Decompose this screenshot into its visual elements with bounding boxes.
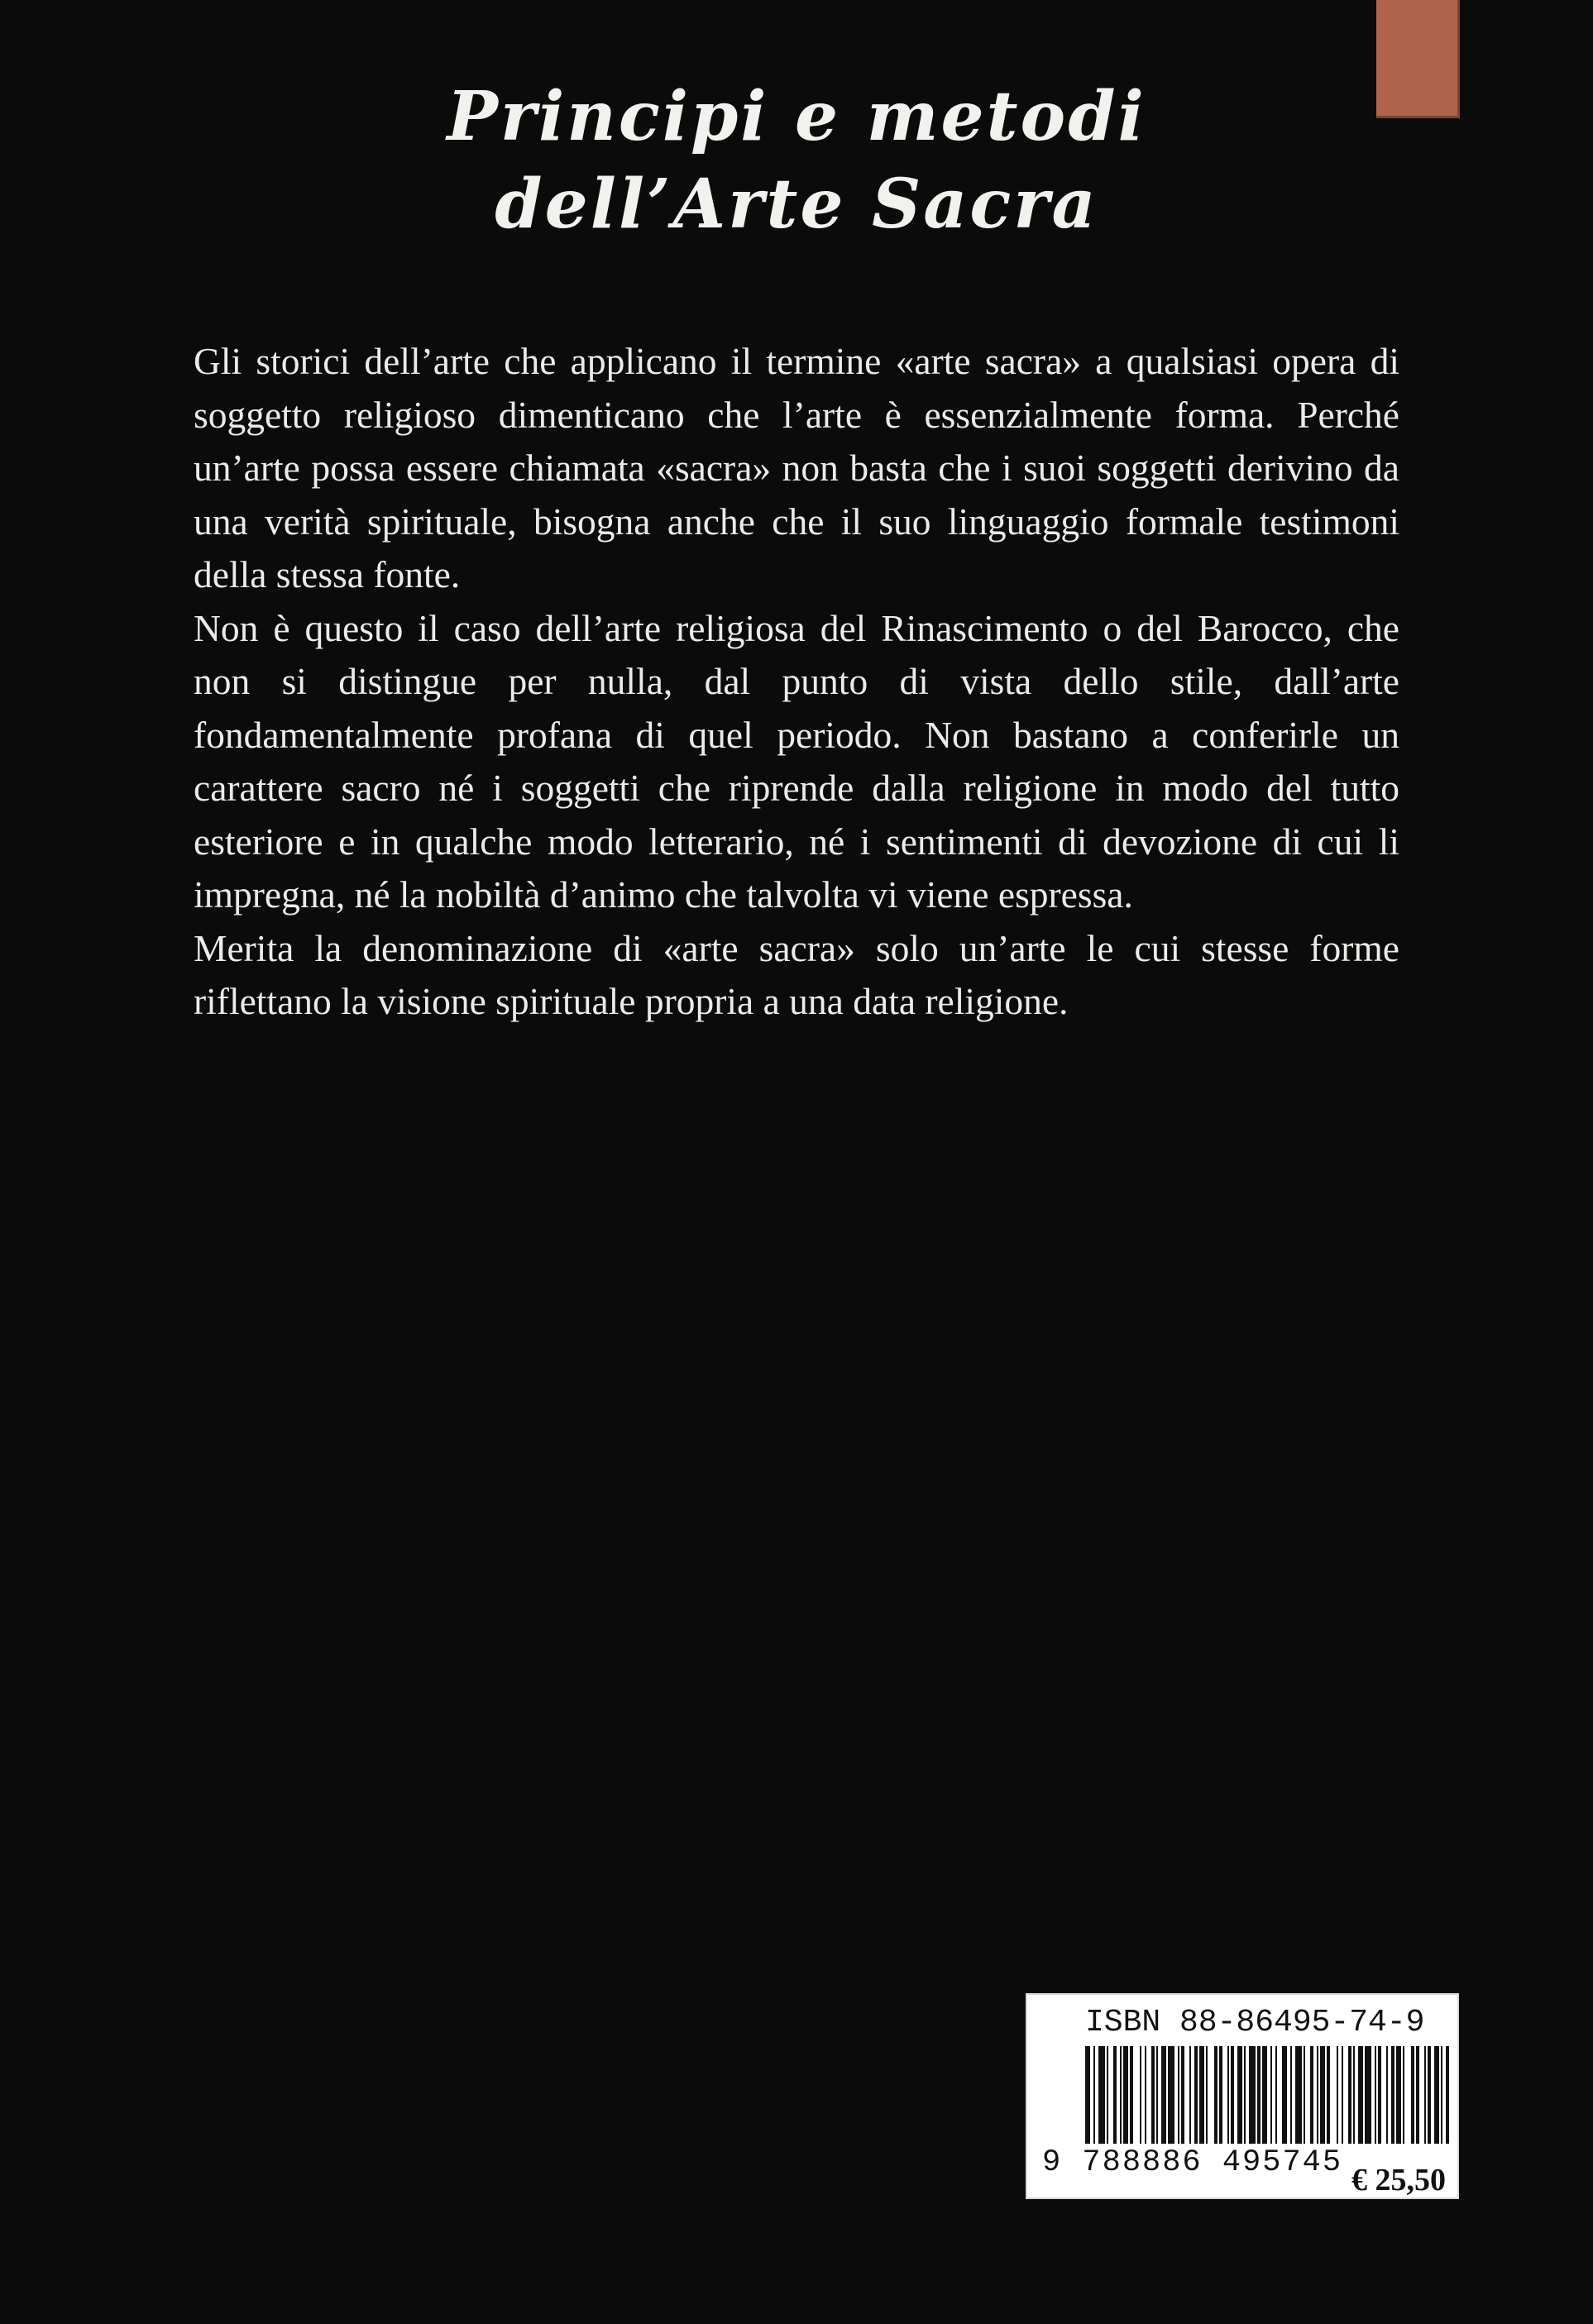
blurb-paragraph-1: Gli storici dell’arte che applicano il termine «arte sacra» a qualsiasi opera di soggetto religioso dimenticano che l’arte è essenzialmente forma. Perché un’arte possa essere chiamata «sacra» non basta che i suoi soggetti derivino da una verità spirituale, bisogna anche che il suo linguaggio formale testimoni della stessa fonte. [194, 340, 1399, 595]
barcode-bar [1434, 2046, 1439, 2144]
barcode-bar [1156, 2046, 1158, 2144]
back-cover-blurb [194, 335, 1399, 1029]
barcode-bar [1262, 2046, 1267, 2144]
barcode-bar [1375, 2046, 1376, 2144]
barcode-bar [1428, 2046, 1431, 2144]
barcode-bar [1411, 2046, 1414, 2144]
barcode-bar [1337, 2046, 1338, 2144]
barcode-bar [1249, 2046, 1256, 2144]
barcode-bar [1304, 2046, 1305, 2144]
barcode-bar [1161, 2046, 1166, 2144]
barcode-bar [1244, 2046, 1246, 2144]
barcode-bar [1214, 2046, 1217, 2144]
barcode-bar [1151, 2046, 1155, 2144]
barcode-bar [1168, 2046, 1174, 2144]
barcode-bar [1358, 2046, 1363, 2144]
title-line-2: dell’Arte Sacra [495, 165, 1098, 244]
barcode-bar [1206, 2046, 1208, 2144]
barcode-bar [1391, 2046, 1394, 2144]
ean-digits: 9 788886 495745 [1042, 2145, 1343, 2180]
barcode-bar [1310, 2046, 1313, 2144]
barcode-bar [1093, 2046, 1095, 2144]
isbn-number: ISBN 88-86495-74-9 [1085, 2005, 1425, 2040]
barcode-bar [1396, 2046, 1401, 2144]
barcode-bar [1275, 2046, 1277, 2144]
barcode-bar [1130, 2046, 1133, 2144]
barcode-bar [1403, 2046, 1404, 2144]
barcode-bar [1140, 2046, 1141, 2144]
barcode-bar [1295, 2046, 1302, 2144]
barcode-bar [1107, 2046, 1108, 2144]
barcode-bar [1282, 2046, 1287, 2144]
barcode-bar [1194, 2046, 1198, 2144]
barcode-bar [1327, 2046, 1330, 2144]
barcode-bar [1320, 2046, 1325, 2144]
barcode-bar [1085, 2046, 1090, 2144]
barcode-bar [1386, 2046, 1388, 2144]
barcode-bar [1270, 2046, 1272, 2144]
price-sticker [1376, 0, 1460, 118]
barcode-bars [1085, 2046, 1449, 2144]
barcode-bar [1219, 2046, 1222, 2144]
barcode-bar [1424, 2046, 1426, 2144]
barcode-bar [1348, 2046, 1351, 2144]
barcode-bar [1317, 2046, 1318, 2144]
book-title [248, 73, 1345, 248]
barcode-bar [1189, 2046, 1191, 2144]
barcode-bar [1290, 2046, 1292, 2144]
barcode-bar [1416, 2046, 1419, 2144]
barcode-bar [1231, 2046, 1234, 2144]
barcode-bar [1441, 2046, 1442, 2144]
barcode-bar [1365, 2046, 1371, 2144]
barcode-bar [1199, 2046, 1204, 2144]
barcode-bar [1446, 2046, 1449, 2144]
barcode-bar [1378, 2046, 1381, 2144]
barcode-bar [1145, 2046, 1146, 2144]
book-price: € 25,50 [1351, 2163, 1446, 2197]
barcode-bar [1113, 2046, 1117, 2144]
barcode-bar [1342, 2046, 1343, 2144]
blurb-paragraph-3: Merita la denominazione di «arte sacra» solo un’arte le cui stesse forme riflettano la visione spirituale propria a una data religione. [194, 926, 1399, 1022]
barcode-bar [1237, 2046, 1242, 2144]
barcode-label [1026, 1993, 1459, 2199]
blurb-paragraph-2: Non è questo il caso dell’arte religiosa del Rinascimento o del Barocco, che non si distingue per nulla, dal punto di vista dello stile, dall’arte fondamentalmente profana di quel periodo. Non bastano a conferirle un carattere sacro né i soggetti che riprende dalla religione in modo del tutto esteriore e in qualche modo letterario, né i sentimenti di devozione di cui li impregna, né la nobiltà d’animo che talvolta vi viene espressa. [194, 606, 1399, 916]
barcode-bar [1181, 2046, 1184, 2144]
barcode-bar [1178, 2046, 1179, 2144]
barcode-bar [1098, 2046, 1105, 2144]
barcode-bar [1353, 2046, 1355, 2144]
barcode-bar [1120, 2046, 1122, 2144]
barcode-bar [1123, 2046, 1128, 2144]
barcode-bar [1227, 2046, 1229, 2144]
barcode-bar [1257, 2046, 1261, 2144]
title-line-1: Principi e metodi [447, 77, 1146, 156]
